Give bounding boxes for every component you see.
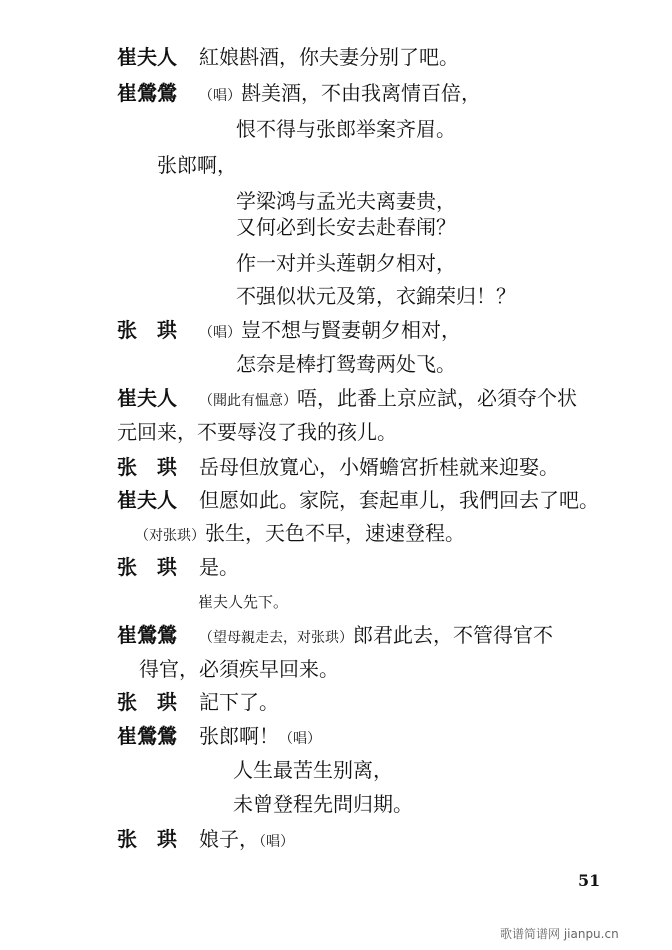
dialogue-text: 得官，必須疾早回来。 bbox=[139, 657, 339, 681]
stage-direction: （唱） bbox=[199, 88, 241, 104]
dialogue-text: 豈不想与賢妻朝夕相对， bbox=[241, 318, 461, 342]
script-line bbox=[117, 487, 599, 513]
speaker-name: 崔鶯鶯 bbox=[117, 81, 177, 105]
verse-line bbox=[233, 757, 393, 783]
stage-direction: （聞此有愠意） bbox=[199, 393, 297, 409]
verse-line bbox=[233, 791, 413, 817]
script-line bbox=[117, 554, 239, 580]
speaker-name: 崔鶯鶯 bbox=[117, 623, 177, 647]
script-line bbox=[117, 385, 577, 414]
script-line bbox=[117, 689, 279, 715]
dialogue-text: 紅娘斟酒，你夫妻分别了吧。 bbox=[199, 45, 459, 69]
verse-line bbox=[236, 116, 456, 142]
verse-line bbox=[236, 283, 516, 309]
dialogue-text: 斟美酒，不由我离情百倍， bbox=[241, 81, 481, 105]
dialogue-text: 作一对并头莲朝夕相对， bbox=[236, 251, 456, 275]
dialogue-text: 又何必到长安去赴春闱？ bbox=[236, 215, 456, 239]
script-line bbox=[117, 622, 553, 651]
script-line-continued bbox=[135, 520, 465, 549]
speaker-name: 张 珙 bbox=[117, 827, 177, 851]
script-line bbox=[117, 80, 481, 109]
dialogue-text: 元回来，不要辱沒了我的孩儿。 bbox=[117, 420, 397, 444]
speaker-name: 张 珙 bbox=[117, 318, 177, 342]
verse-line bbox=[236, 188, 456, 214]
dialogue-text: 张郎啊， bbox=[157, 153, 237, 177]
dialogue-text: 人生最苦生别离， bbox=[233, 758, 393, 782]
dialogue-text: 不强似状元及第，衣錦荣归！？ bbox=[236, 284, 516, 308]
stage-direction: （唱） bbox=[279, 731, 321, 747]
dialogue-text: 郎君此去，不管得官不 bbox=[353, 623, 553, 647]
dialogue-text: 未曾登程先問归期。 bbox=[233, 792, 413, 816]
page-number: 51 bbox=[578, 871, 601, 890]
script-line bbox=[117, 44, 459, 70]
verse-line bbox=[236, 250, 456, 276]
stage-direction: 崔夫人先下。 bbox=[198, 593, 289, 611]
dialogue-text: 岳母但放寬心，小婿蟾宮折桂就来迎娶。 bbox=[199, 455, 559, 479]
dialogue-text: 是。 bbox=[199, 555, 239, 579]
stage-direction: （唱） bbox=[259, 834, 294, 850]
verse-line bbox=[236, 214, 456, 240]
script-line-continued bbox=[139, 656, 339, 682]
speaker-name: 崔夫人 bbox=[117, 45, 177, 69]
speaker-name: 张 珙 bbox=[117, 455, 177, 479]
verse-line bbox=[236, 351, 456, 377]
script-line bbox=[117, 723, 321, 752]
script-line-continued bbox=[117, 419, 397, 445]
speaker-name: 崔夫人 bbox=[117, 488, 177, 512]
dialogue-text: 唔，此番上京应試，必須夺个状 bbox=[297, 386, 577, 410]
dialogue-text: 学梁鸿与孟光夫离妻贵， bbox=[236, 189, 456, 213]
speaker-name: 张 珙 bbox=[117, 555, 177, 579]
stage-direction-line bbox=[198, 589, 288, 615]
dialogue-text: 娘子， bbox=[199, 827, 259, 851]
verse-line bbox=[157, 152, 237, 178]
stage-direction: （唱） bbox=[199, 325, 241, 341]
stage-direction: （望母親走去，对张珙） bbox=[199, 630, 353, 646]
speaker-name: 崔夫人 bbox=[117, 386, 177, 410]
dialogue-text: 恨不得与张郎举案齐眉。 bbox=[236, 117, 456, 141]
dialogue-text: 张郎啊！ bbox=[199, 724, 279, 748]
dialogue-text: 但愿如此。家院，套起車儿，我們回去了吧。 bbox=[199, 488, 599, 512]
script-line bbox=[117, 454, 559, 480]
watermark: 歌谱简谱网 jianpu.cn bbox=[500, 927, 619, 941]
script-line bbox=[117, 317, 461, 346]
dialogue-text: 怎奈是棒打鸳鸯两处飞。 bbox=[236, 352, 456, 376]
speaker-name: 张 珙 bbox=[117, 690, 177, 714]
speaker-name: 崔鶯鶯 bbox=[117, 724, 177, 748]
stage-direction: （对张珙） bbox=[135, 528, 205, 544]
script-line bbox=[117, 826, 294, 855]
dialogue-text: 张生，天色不早，速速登程。 bbox=[205, 521, 465, 545]
dialogue-text: 記下了。 bbox=[199, 690, 279, 714]
